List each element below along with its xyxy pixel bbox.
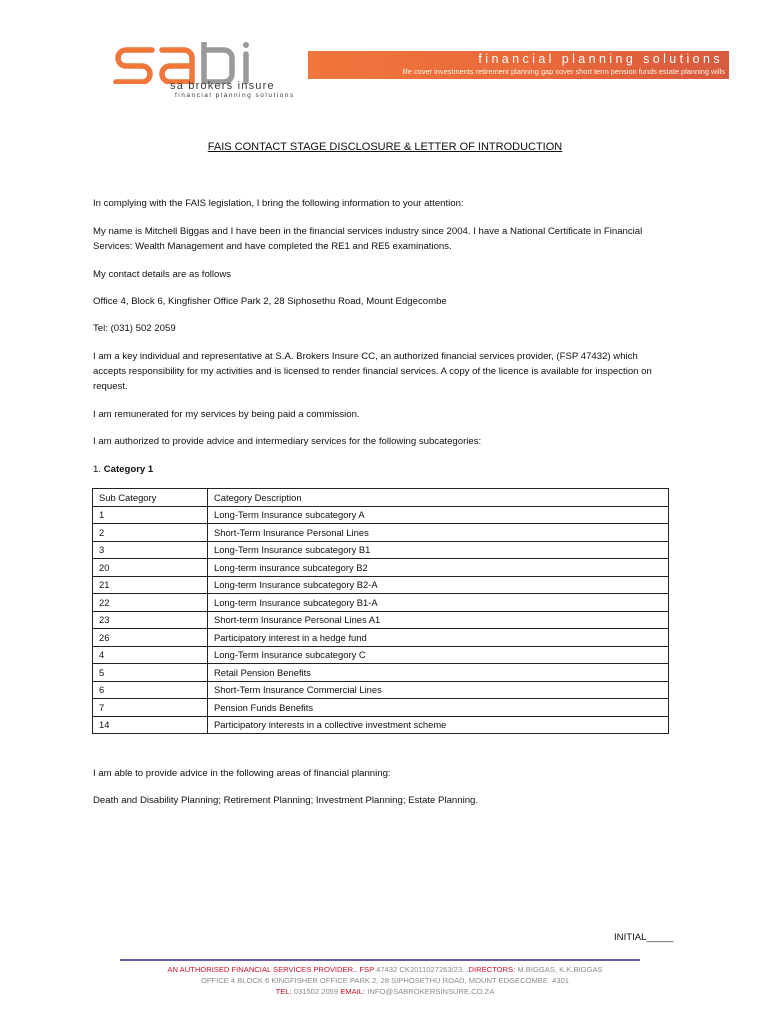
table-row [93,646,669,664]
table-row [93,559,669,577]
table-row [93,541,669,559]
sub-category-cell: 6 [93,681,208,699]
table-row [93,576,669,594]
table-row [93,681,669,699]
telephone-line: Tel: (031) 502 2059 [93,323,176,334]
subcategory-table [92,488,669,734]
planning-areas-list: Death and Disability Planning; Retirement Planning; Investment Planning; Estate Planning. [93,795,479,806]
qualifications-paragraph: My name is Mitchell Biggas and I have been in the financial services industry since 2004. I have a National Certificate in Financial Services: Wealth Management and have completed the RE1 and RE5 examinations. [93,226,643,252]
footer-fsp-number: 47432 CK2011027263/23... [376,965,469,974]
table-row [93,594,669,612]
table-header-row [93,489,669,507]
header-category-description: Category Description [208,489,669,507]
footer-provider: AN AUTHORISED FINANCIAL SERVICES PROVIDER.. [167,965,358,974]
table-row [93,664,669,682]
table-row [93,629,669,647]
table-row [93,716,669,734]
representative-paragraph: I am a key individual and representative at S.A. Brokers Insure CC, an authorized financial services provider, (FSP 47432) which accepts responsibility for my activities and is licensed to render financial services. A copy of the licence is available for inspection on request. [93,351,652,392]
initial-field: INITIAL_____ [614,932,674,943]
footer-directors: M.BIGGAS, K.K.BIGGAS [517,965,603,974]
description-cell: Short-Term Insurance Personal Lines [208,524,669,542]
footer-fsp-label: FSP [359,965,375,974]
description-cell: Pension Funds Benefits [208,699,669,717]
sub-category-cell: 26 [93,629,208,647]
footer-rule [120,959,640,961]
sub-category-cell: 1 [93,506,208,524]
logo-subtagline: financial planning solutions [175,92,295,99]
sub-category-cell: 7 [93,699,208,717]
sub-category-cell: 23 [93,611,208,629]
category-heading [93,462,673,477]
footer-tel: 031502 2059 [293,987,339,996]
description-cell: Short-Term Insurance Commercial Lines [208,681,669,699]
table-row [93,506,669,524]
banner-title: financial planning solutions [478,52,723,66]
header-banner [308,51,729,79]
description-cell: Long-term Insurance subcategory B1-A [208,594,669,612]
category-label: Category 1 [103,464,154,475]
sub-category-cell: 14 [93,716,208,734]
sub-category-cell: 5 [93,664,208,682]
sub-category-cell: 4 [93,646,208,664]
header-sub-category: Sub Category [93,489,208,507]
sabi-logo-mark [112,42,292,84]
table-row [93,699,669,717]
table-row [93,524,669,542]
description-cell: Short-term Insurance Personal Lines A1 [208,611,669,629]
description-cell: Long-Term Insurance subcategory C [208,646,669,664]
description-cell: Long-Term Insurance subcategory B1 [208,541,669,559]
planning-areas-heading: I am able to provide advice in the following areas of financial planning: [93,768,391,779]
description-cell: Long-Term Insurance subcategory A [208,506,669,524]
address-line: Office 4, Block 6, Kingfisher Office Park 2, 28 Siphosethu Road, Mount Edgecombe [93,296,447,307]
description-cell: Participatory interest in a hedge fund [208,629,669,647]
description-cell: Long-term insurance subcategory B2 [208,559,669,577]
footer-tel-label: TEL: [275,987,292,996]
footer-email-label: EMAIL: [340,987,366,996]
sub-category-cell: 21 [93,576,208,594]
logo-tagline: sa brokers insure [170,80,275,92]
description-cell: Retail Pension Benefits [208,664,669,682]
footer-line-1 [0,965,770,974]
table-row [93,611,669,629]
description-cell: Participatory interests in a collective investment scheme [208,716,669,734]
description-cell: Long-term Insurance subcategory B2-A [208,576,669,594]
sub-category-cell: 3 [93,541,208,559]
contact-heading: My contact details are as follows [93,269,232,280]
footer-email[interactable]: INFO@SABROKERSINSURE.CO.ZA [367,987,495,996]
footer-directors-label: DIRECTORS: [468,965,516,974]
footer-address: OFFICE 4 BLOCK 6 KINGFISHER OFFICE PARK 2, 28 SIPHOSETHU ROAD, MOUNT EDGECOMBE. 4301 [200,976,570,985]
sub-category-cell: 22 [93,594,208,612]
category-number: 1. [93,464,102,475]
remuneration-paragraph: I am remunerated for my services by being paid a commission. [93,409,360,420]
footer-line-3 [0,987,770,996]
intro-paragraph: In complying with the FAIS legislation, I bring the following information to your attention: [93,198,464,209]
sub-category-cell: 2 [93,524,208,542]
sub-category-cell: 20 [93,559,208,577]
banner-services: life cover investments retirement planning gap cover short term pension funds estate planning wills [402,67,725,76]
authorization-paragraph: I am authorized to provide advice and intermediary services for the following subcategories: [93,436,482,447]
document-title: FAIS CONTACT STAGE DISCLOSURE & LETTER OF INTRODUCTION [207,141,563,153]
